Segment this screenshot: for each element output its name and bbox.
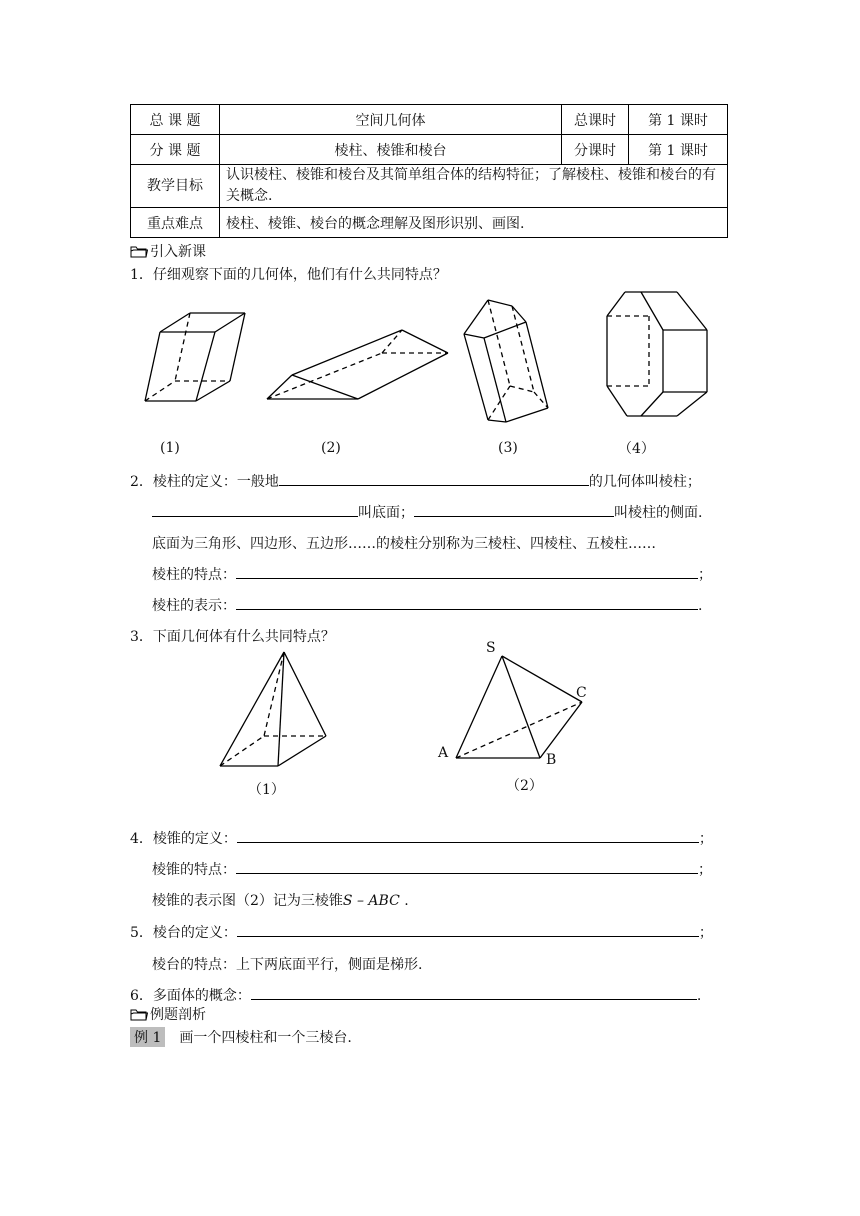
line-text: 棱锥的表示图（2）记为三棱锥	[152, 893, 343, 909]
line-text: 棱柱的特点：	[152, 567, 236, 583]
frustum-definition-line	[130, 922, 713, 942]
pyramid-notation-line	[152, 890, 409, 910]
vertex-label-c: C	[576, 685, 587, 701]
pyramid-figure-1	[218, 650, 330, 770]
figure-caption: (1)	[160, 440, 180, 456]
fill-blank[interactable]	[236, 564, 698, 579]
line-text: 5．棱台的定义：	[130, 925, 237, 941]
fill-blank[interactable]	[237, 828, 699, 843]
line-text: .	[696, 988, 702, 1004]
math-expression: S – ABC	[342, 893, 400, 909]
line-text: ；	[698, 862, 712, 878]
line-text: ；	[698, 831, 713, 847]
line-text: ；	[698, 567, 712, 583]
prism-types-line: 底面为三角形、四边形、五边形……的棱柱分别称为三棱柱、四棱柱、五棱柱……	[152, 536, 656, 552]
fill-blank[interactable]	[236, 595, 698, 610]
line-text: 棱锥的特点：	[152, 862, 236, 878]
row-sub-label: 总课时	[562, 105, 629, 135]
section-examples	[130, 1004, 206, 1024]
section-title: 例题剖析	[150, 1007, 206, 1023]
lesson-header-table	[130, 104, 728, 238]
line-text: 叫底面；	[358, 505, 414, 521]
row-value: 棱柱、棱锥、棱台的概念理解及图形识别、画图.	[220, 208, 728, 238]
line-text: 叫棱柱的侧面.	[614, 505, 703, 521]
folder-icon	[130, 245, 148, 258]
figure-caption: (2)	[321, 440, 341, 456]
prism-base-line	[152, 502, 702, 522]
line-text: 棱柱的表示：	[152, 598, 236, 614]
row-label: 总 课 题	[131, 105, 220, 135]
polyhedron-concept-line	[130, 985, 701, 1005]
pyramid-definition-line	[130, 828, 713, 848]
line-text: .	[698, 598, 703, 614]
figure-caption: (3)	[498, 440, 518, 456]
fill-blank[interactable]	[236, 859, 698, 874]
prism-features-line	[152, 564, 712, 584]
prism-figure-2	[262, 325, 452, 405]
pyramid-features-line	[152, 859, 712, 879]
frustum-features-line: 棱台的特点：上下两底面平行，侧面是梯形.	[152, 957, 423, 973]
fill-blank[interactable]	[251, 985, 697, 1000]
prism-figure-4	[605, 290, 710, 420]
prism-figure-3	[460, 298, 555, 428]
line-text: 的几何体叫棱柱；	[588, 474, 701, 490]
question-1: 1．仔细观察下面的几何体，他们有什么共同特点？	[130, 267, 447, 283]
example-text: 画一个四棱柱和一个三棱台.	[179, 1030, 352, 1046]
fill-blank[interactable]	[152, 502, 358, 517]
line-text: .	[399, 893, 409, 909]
row-sub-label: 分课时	[562, 135, 629, 165]
row-value: 空间几何体	[220, 105, 562, 135]
fill-blank[interactable]	[279, 471, 589, 486]
fill-blank[interactable]	[237, 922, 699, 937]
prism-definition-line	[130, 471, 701, 491]
row-label: 重点难点	[131, 208, 220, 238]
example-tag: 例 1	[130, 1027, 165, 1047]
fill-blank[interactable]	[414, 502, 614, 517]
folder-icon	[130, 1008, 148, 1021]
line-text: ；	[698, 925, 713, 941]
section-title: 引入新课	[150, 244, 206, 260]
example-1	[130, 1027, 352, 1047]
figure-caption: （4）	[618, 441, 655, 457]
row-label: 分 课 题	[131, 135, 220, 165]
row-label: 教学目标	[131, 165, 220, 208]
line-text: 6．多面体的概念：	[130, 988, 251, 1004]
line-text: 4．棱锥的定义：	[130, 831, 237, 847]
table-row	[131, 165, 728, 208]
vertex-label-a: A	[438, 745, 449, 761]
vertex-label-b: B	[546, 752, 557, 768]
vertex-label-s: S	[486, 640, 496, 656]
section-intro	[130, 241, 206, 261]
row-value: 认识棱柱、棱锥和棱台及其简单组合体的结构特征；了解棱柱、棱锥和棱台的有关概念.	[220, 165, 728, 208]
row-sub-value: 第 1 课时	[629, 105, 728, 135]
table-row	[131, 135, 728, 165]
prism-figure-1	[140, 305, 250, 405]
figure-caption: （2）	[506, 778, 543, 794]
row-value: 棱柱、棱锥和棱台	[220, 135, 562, 165]
figure-caption: （1）	[248, 782, 285, 798]
pyramid-figure-2	[452, 652, 587, 764]
table-row	[131, 208, 728, 238]
line-text: 2．棱柱的定义：一般地	[130, 474, 279, 490]
table-row	[131, 105, 728, 135]
question-3: 3．下面几何体有什么共同特点？	[130, 629, 335, 645]
row-sub-value: 第 1 课时	[629, 135, 728, 165]
prism-notation-line	[152, 595, 702, 615]
